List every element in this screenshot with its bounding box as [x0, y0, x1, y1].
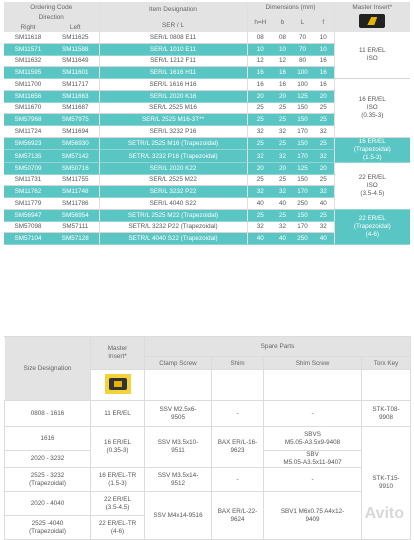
- right-header: Right: [4, 22, 52, 32]
- torx-image-cell: [362, 370, 411, 401]
- right-code-cell: SM57135: [4, 150, 52, 163]
- dim-h-cell: 40: [247, 198, 273, 210]
- clamp-image-cell: [145, 370, 212, 401]
- left-header: Left: [52, 22, 99, 32]
- dim-L-cell: 150: [292, 137, 313, 150]
- dim-h-cell: 25: [247, 114, 273, 126]
- dim-L-cell: 170: [292, 221, 313, 233]
- dim-b-cell: 25: [273, 114, 292, 126]
- size-cell: 2020 - 3232: [5, 451, 91, 468]
- dim-f-cell: 32: [313, 186, 334, 198]
- left-code-cell: SM11694: [52, 126, 99, 138]
- dim-b-cell: 12: [273, 55, 292, 67]
- designation-cell: SER/L 1010 E11: [99, 43, 247, 55]
- size-designation-header: Size Designation: [5, 337, 91, 401]
- dim-L-cell: 150: [292, 209, 313, 221]
- dim-f-header: f: [313, 12, 334, 32]
- insert-cell: 16 ER/EL-TR (1.5-3): [91, 468, 145, 492]
- right-code-cell: SM11595: [4, 67, 52, 79]
- holder-row: [4, 162, 410, 174]
- right-code-cell: SM11779: [4, 198, 52, 210]
- dim-f-cell: 40: [313, 233, 334, 245]
- direction-header: Direction: [4, 12, 99, 22]
- insert-cell: 16 ER/EL (0.35-3): [91, 427, 145, 468]
- designation-cell: SETR/L 2525 M22 (Trapezoidal): [99, 209, 247, 221]
- left-code-cell: SM57128: [52, 233, 99, 245]
- dim-L-cell: 125: [292, 162, 313, 174]
- master-insert-cell: 16 ER/EL (Trapezoidal) (1.5-3): [334, 137, 410, 162]
- dim-L-cell: 100: [292, 67, 313, 79]
- dim-f-cell: 10: [313, 43, 334, 55]
- shim-cell: BAX ER/L-16- 9623: [212, 427, 264, 468]
- shim-screw-cell: -: [264, 468, 362, 492]
- left-code-cell: SM57975: [52, 114, 99, 126]
- right-code-cell: SM11571: [4, 43, 52, 55]
- dim-b-cell: 25: [273, 174, 292, 186]
- insert-cell: 11 ER/EL: [91, 401, 145, 427]
- dim-L-cell: 170: [292, 126, 313, 138]
- clamp-screw-header: Clamp Screw: [145, 357, 212, 370]
- dim-f-cell: 25: [313, 174, 334, 186]
- master-insert-header-2: Master Insert*: [91, 337, 145, 370]
- right-code-cell: SM11762: [4, 186, 52, 198]
- dim-h-cell: 20: [247, 90, 273, 102]
- designation-cell: SETR/L 4040 S22 (Trapezoidal): [99, 233, 247, 245]
- dim-b-cell: 20: [273, 90, 292, 102]
- right-code-cell: SM11670: [4, 102, 52, 114]
- dim-h-header: h=H: [247, 12, 273, 32]
- holder-row: [4, 32, 410, 43]
- right-code-cell: SM57968: [4, 114, 52, 126]
- right-code-cell: SM50709: [4, 162, 52, 174]
- master-insert-cell: 16 ER/EL ISO (0.35-3): [334, 79, 410, 138]
- dim-b-cell: 32: [273, 221, 292, 233]
- dim-h-cell: 32: [247, 126, 273, 138]
- dim-h-cell: 16: [247, 67, 273, 79]
- dim-L-cell: 170: [292, 186, 313, 198]
- left-code-cell: SM50716: [52, 162, 99, 174]
- designation-cell: SER/L 1616 H16: [99, 79, 247, 91]
- dim-h-cell: 12: [247, 55, 273, 67]
- designation-cell: SER/L 2525 M16: [99, 102, 247, 114]
- torx-key-header: Torx Key: [362, 357, 411, 370]
- torx-cell: STK-T15- 9910: [362, 427, 411, 540]
- left-code-cell: SM57142: [52, 150, 99, 163]
- insert-icon: [359, 14, 385, 28]
- avito-watermark: Avito: [364, 505, 404, 522]
- dim-f-cell: 16: [313, 55, 334, 67]
- right-code-cell: SM11724: [4, 126, 52, 138]
- ordering-code-header: Ordering Code: [4, 2, 99, 12]
- master-insert-header: Master Insert*: [334, 2, 410, 32]
- dim-L-cell: 70: [292, 32, 313, 43]
- dim-h-cell: 16: [247, 79, 273, 91]
- designation-cell: SER/L 2020 K22: [99, 162, 247, 174]
- dim-b-cell: 32: [273, 150, 292, 163]
- shim-screw-cell: SBV1 M6x0.75 A4x12- 9409: [264, 492, 362, 540]
- right-code-cell: SM11618: [4, 32, 52, 43]
- dim-h-cell: 32: [247, 186, 273, 198]
- insert-photo-icon: [105, 374, 131, 394]
- clamp-cell: SSV M4x14-9516: [145, 492, 212, 540]
- left-code-cell: SM56954: [52, 209, 99, 221]
- dim-b-cell: 25: [273, 209, 292, 221]
- right-code-cell: SM56947: [4, 209, 52, 221]
- dim-b-cell: 40: [273, 233, 292, 245]
- dim-h-cell: 25: [247, 102, 273, 114]
- item-designation-header: Item Designation SER / L: [99, 2, 247, 32]
- dim-h-cell: 25: [247, 209, 273, 221]
- designation-cell: SETR/L 3232 P16 (Trapezoidal): [99, 150, 247, 163]
- shim-image-cell: [212, 370, 264, 401]
- dim-b-header: b: [273, 12, 292, 32]
- dim-h-cell: 20: [247, 162, 273, 174]
- right-code-cell: SM11632: [4, 55, 52, 67]
- dim-f-cell: 32: [313, 221, 334, 233]
- insert-cell: 22 ER/EL (3.5-4.5): [91, 492, 145, 516]
- left-code-cell: SM56930: [52, 137, 99, 150]
- right-code-cell: SM56923: [4, 137, 52, 150]
- clamp-cell: SSV M2.5x6- 9505: [145, 401, 212, 427]
- right-code-cell: SM11700: [4, 79, 52, 91]
- dim-b-cell: 10: [273, 43, 292, 55]
- tool-holders-table: [4, 2, 410, 245]
- left-code-cell: SM11588: [52, 43, 99, 55]
- holder-row: [4, 79, 410, 91]
- dim-b-cell: 16: [273, 67, 292, 79]
- dim-b-cell: 40: [273, 198, 292, 210]
- dim-b-cell: 25: [273, 137, 292, 150]
- dim-L-cell: 250: [292, 233, 313, 245]
- dim-h-cell: 25: [247, 137, 273, 150]
- dim-f-cell: 20: [313, 90, 334, 102]
- spare-parts-header: Spare Parts: [145, 337, 411, 357]
- designation-cell: SER/L 4040 S22: [99, 198, 247, 210]
- designation-cell: SER/L 2525 M16-3T**: [99, 114, 247, 126]
- dim-b-cell: 20: [273, 162, 292, 174]
- size-cell: 2525 -4040 (Trapezoidal): [5, 516, 91, 540]
- dim-L-cell: 70: [292, 43, 313, 55]
- dim-L-cell: 125: [292, 90, 313, 102]
- left-code-cell: SM11649: [52, 55, 99, 67]
- dim-f-cell: 25: [313, 114, 334, 126]
- designation-cell: SER/L 2020 K16: [99, 90, 247, 102]
- dim-h-cell: 08: [247, 32, 273, 43]
- torx-cell: STK-T08- 9908: [362, 401, 411, 427]
- left-code-cell: SM11717: [52, 79, 99, 91]
- right-code-cell: SM11731: [4, 174, 52, 186]
- size-cell: 1616: [5, 427, 91, 451]
- dim-L-header: L: [292, 12, 313, 32]
- spare-parts-table: [4, 336, 411, 540]
- dim-b-cell: 32: [273, 186, 292, 198]
- shim-screw-cell: SBVS M5.05-A3.5x9-9408: [264, 427, 362, 451]
- dim-f-cell: 40: [313, 198, 334, 210]
- master-insert-cell: 22 ER/EL ISO (3.5-4.5): [334, 162, 410, 209]
- dim-h-cell: 10: [247, 43, 273, 55]
- designation-cell: SER/L 1616 H11: [99, 67, 247, 79]
- designation-cell: SER/L 1212 F11: [99, 55, 247, 67]
- dim-f-cell: 16: [313, 67, 334, 79]
- shim-cell: -: [212, 468, 264, 492]
- right-code-cell: SM57098: [4, 221, 52, 233]
- dim-f-cell: 25: [313, 102, 334, 114]
- dim-L-cell: 250: [292, 198, 313, 210]
- left-code-cell: SM11755: [52, 174, 99, 186]
- dim-L-cell: 150: [292, 174, 313, 186]
- dim-h-cell: 32: [247, 221, 273, 233]
- size-cell: 2525 - 3232 (Trapezoidal): [5, 468, 91, 492]
- designation-cell: SER/L 2525 M22: [99, 174, 247, 186]
- left-code-cell: SM11786: [52, 198, 99, 210]
- dim-f-cell: 32: [313, 126, 334, 138]
- shim-screw-image-cell: [264, 370, 362, 401]
- size-cell: 2020 - 4040: [5, 492, 91, 516]
- dim-f-cell: 25: [313, 137, 334, 150]
- designation-cell: SETR/L 3232 P22 (Trapezoidal): [99, 221, 247, 233]
- clamp-cell: SSV M3.5x14- 9512: [145, 468, 212, 492]
- shim-screw-cell: -: [264, 401, 362, 427]
- shim-screw-header: Shim Screw: [264, 357, 362, 370]
- dim-b-cell: 32: [273, 126, 292, 138]
- dim-b-cell: 25: [273, 102, 292, 114]
- dim-L-cell: 80: [292, 55, 313, 67]
- right-code-cell: SM11656: [4, 90, 52, 102]
- dim-f-cell: 16: [313, 79, 334, 91]
- right-code-cell: SM57104: [4, 233, 52, 245]
- designation-cell: SER/L 3232 P22: [99, 186, 247, 198]
- left-code-cell: SM11748: [52, 186, 99, 198]
- shim-cell: BAX ER/L-22- 9624: [212, 492, 264, 540]
- designation-cell: SER/L 3232 P16: [99, 126, 247, 138]
- shim-screw-cell: SBV M5.05-A3.5x11-9407: [264, 451, 362, 468]
- dim-L-cell: 170: [292, 150, 313, 163]
- dim-h-cell: 32: [247, 150, 273, 163]
- dim-b-cell: 08: [273, 32, 292, 43]
- left-code-cell: SM11687: [52, 102, 99, 114]
- dim-h-cell: 25: [247, 174, 273, 186]
- dim-f-cell: 25: [313, 209, 334, 221]
- dim-L-cell: 150: [292, 102, 313, 114]
- shim-cell: -: [212, 401, 264, 427]
- insert-cell: 22 ER/EL-TR (4-6): [91, 516, 145, 540]
- designation-cell: SETR/L 2525 M16 (Trapezoidal): [99, 137, 247, 150]
- master-insert-cell: 22 ER/EL (Trapezoidal) (4-6): [334, 209, 410, 244]
- holder-row: [4, 137, 410, 150]
- insert-image-cell: [91, 370, 145, 401]
- left-code-cell: SM11601: [52, 67, 99, 79]
- holder-row: [4, 209, 410, 221]
- dim-h-cell: 40: [247, 233, 273, 245]
- dimensions-header: Dimensions (mm): [247, 2, 334, 12]
- dim-L-cell: 100: [292, 79, 313, 91]
- dim-f-cell: 10: [313, 32, 334, 43]
- size-cell: 0808 - 1616: [5, 401, 91, 427]
- clamp-cell: SSV M3.5x10- 9511: [145, 427, 212, 468]
- master-insert-cell: 11 ER/EL ISO: [334, 32, 410, 79]
- dim-f-cell: 20: [313, 162, 334, 174]
- dim-f-cell: 32: [313, 150, 334, 163]
- designation-cell: SER/L 0808 E11: [99, 32, 247, 43]
- left-code-cell: SM57111: [52, 221, 99, 233]
- dim-b-cell: 16: [273, 79, 292, 91]
- shim-header: Shim: [212, 357, 264, 370]
- left-code-cell: SM11663: [52, 90, 99, 102]
- left-code-cell: SM11625: [52, 32, 99, 43]
- dim-L-cell: 150: [292, 114, 313, 126]
